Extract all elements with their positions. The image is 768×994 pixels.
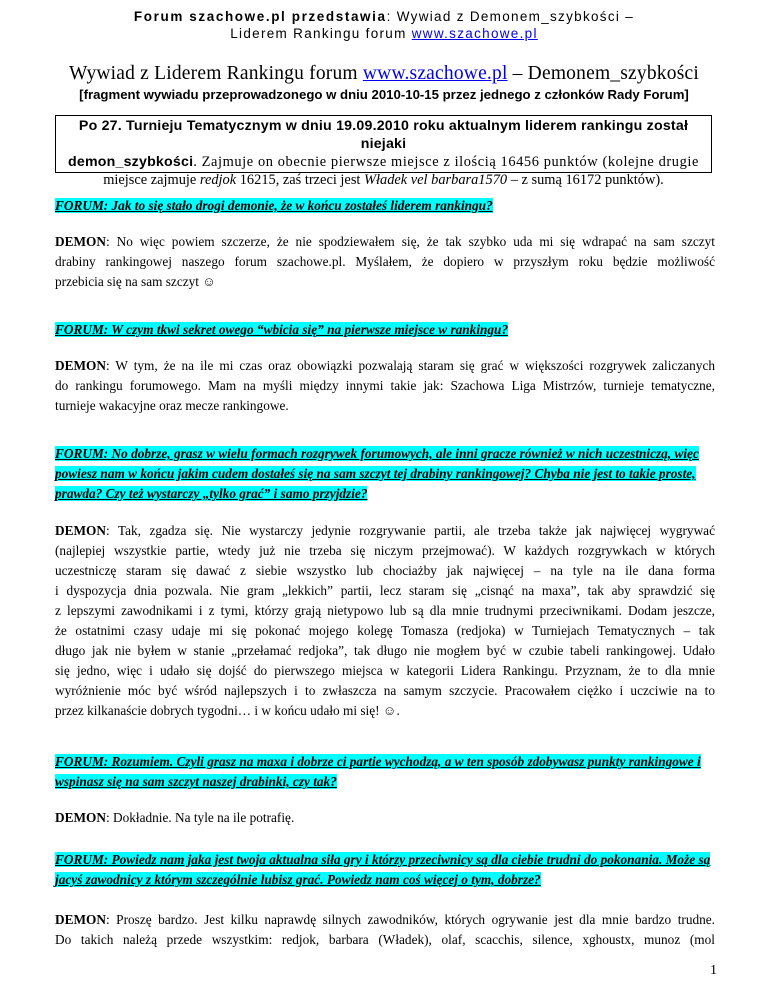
answer-line: uczestniczę staram się dawać z siebie wszystko lub chociażby jak najwięcej – na tyle na ile dana forma	[55, 563, 715, 578]
running-header-bold: Forum szachowe.pl przedstawia	[133, 9, 387, 24]
answer-line: z lepszymi zawodnikami i z tymi, którzy grają nietypowo lub są dla mnie trudnymi przeciwnikami. Dodam jeszcze,	[55, 603, 715, 618]
answer-text: : Dokładnie. Na tyle na ile potrafię.	[105, 810, 295, 825]
subtitle: [fragment wywiadu przeprowadzonego w dniu 2010-10-15 przez jednego z członków Rady Forum]	[79, 87, 689, 102]
answer-line: wyróżnienie móc być wśród najlepszych i to zwłaszcza na samym szczycie. Pracowałem ciężko i uczciwie na to	[55, 683, 715, 698]
answer-4	[55, 808, 715, 828]
speaker-label: DEMON	[55, 358, 106, 373]
question-text: FORUM: No dobrze, grasz w wielu formach rozgrywek forumowych, ale inni gracze również w nich uczestniczą, więc powiesz nam w końcu jakim cudem dostałeś się na sam szczyt tej drabiny rankingowej? Chyba nie jest to takie proste, prawda? Czy też wystarczy „tylko grać” i samo przyjdzie?	[55, 446, 699, 501]
answer-line: Do takich należą przede wszystkim: redjok, barbara (Władek), olaf, scacchis, silence, xghoustx, munoz (mol	[55, 932, 715, 947]
answer-line: długo jak nie byłem w stanie „przełamać redjoka”, tak długo nie mogłem być w czubie tabeli rankingowej. Udało	[55, 643, 715, 658]
running-header	[0, 8, 768, 42]
intro-line-2	[60, 153, 707, 171]
intro-box	[55, 115, 712, 188]
answer-text: : Tak, zgadza się. Nie wystarczy jedynie rozgrywanie partii, ale trzeba także jak najwięcej wygrywać	[105, 523, 715, 538]
intro-nick: demon_szybkości	[68, 154, 194, 170]
question-2	[55, 320, 715, 340]
intro-wladek: Władek vel barbara1570	[364, 172, 508, 188]
question-1	[55, 196, 715, 216]
answer-text: : No więc powiem szczerze, że nie spodziewałem się, że tak szybko uda mi się wdrapać na sam szczyt	[105, 234, 715, 249]
intro-text: – z sumą 16172 punktów).	[507, 172, 664, 188]
answer-line	[55, 910, 715, 930]
question-5	[55, 850, 715, 890]
answer-text: : W tym, że na ile mi czas oraz obowiązki pozwalają staram się grać w większości rozgrywek zaliczanych	[105, 358, 715, 373]
answer-5	[55, 910, 715, 950]
answer-line: i dyspozycja dnia pozwala. Nie gram „lekkich” partii, lecz staram się „cisnąć na maxa”, tak aby sprawdzić się	[55, 583, 715, 598]
question-3	[55, 444, 715, 504]
speaker-label: DEMON	[55, 810, 106, 825]
title-link[interactable]: www.szachowe.pl	[362, 63, 508, 84]
running-header-link[interactable]: www.szachowe.pl	[411, 26, 538, 41]
answer-line: przez kilkanaście dobrych tygodni… i w końcu udało mi się! ☺.	[55, 703, 400, 718]
speaker-label: DEMON	[55, 234, 106, 249]
answer-3	[55, 521, 715, 721]
answer-line: turnieje wakacyjne oraz mecze rankingowe.	[55, 398, 289, 413]
answer-line	[55, 521, 715, 541]
answer-line: (najlepiej wszystkie partie, wtedy już nie trzeba się niczym przejmować). W każdych rozgrywkach w których	[55, 543, 715, 558]
question-text: FORUM: W czym tkwi sekret owego “wbicia się” na pierwsze miejsce w rankingu?	[55, 322, 509, 337]
title-text-end: – Demonem_szybkości	[507, 63, 699, 84]
answer-line: się jedno, więc i udało się dojść do pierwszego miejsca w kategorii Lidera Rankingu. Przyznam, że to dla mnie	[55, 663, 715, 678]
answer-line: drabiny rankingowej naszego forum szachowe.pl. Myślałem, że dopiero w przyszłym roku będzie możliwość	[55, 254, 715, 269]
answer-line: że ostatnimi czasy udaje mi się pokonać mojego kolegę Tomasza (redjoka) w Turniejach Tematycznych – tak	[55, 623, 715, 638]
intro-text: 16215, zaś trzeci jest	[236, 172, 365, 188]
running-header-rest: : Wywiad z Demonem_szybkości –	[386, 9, 635, 24]
running-header-line1	[0, 8, 768, 25]
speaker-label: DEMON	[55, 912, 106, 927]
running-header-line2	[0, 25, 768, 42]
intro-text: miejsce zajmuje	[103, 172, 200, 188]
answer-line	[55, 232, 715, 252]
title-text: Wywiad z Liderem Rankingu forum	[69, 63, 363, 84]
intro-rest: . Zajmuje on obecnie pierwsze miejsce z ilością 16456 punktów (kolejne drugie	[193, 154, 699, 170]
question-text: FORUM: Powiedz nam jaka jest twoja aktualna siła gry i którzy przeciwnicy są dla ciebie trudni do pokonania. Może są jacyś zawodnicy z którym szczególnie lubisz grać. Powiedz nam coś więcej o tym, dobrze?	[55, 852, 711, 887]
answer-line: przebicia się na sam szczyt ☺	[55, 274, 216, 289]
speaker-label: DEMON	[55, 523, 106, 538]
question-4	[55, 752, 715, 792]
answer-line	[55, 356, 715, 376]
answer-line	[55, 808, 715, 828]
question-text: FORUM: Jak to się stało drogi demonie, że w końcu zostałeś liderem rankingu?	[55, 198, 493, 213]
intro-bold-line: Po 27. Turnieju Tematycznym w dniu 19.09.2010 roku aktualnym liderem rankingu został niejaki	[78, 118, 689, 152]
answer-line: do rankingu forumowego. Mam na myśli między innymi takie jak: Szachowa Liga Mistrzów, turnieje tematyczne,	[55, 378, 715, 393]
intro-redjok: redjok	[199, 172, 237, 188]
intro-line-3	[60, 171, 707, 189]
answer-1	[55, 232, 715, 292]
question-text: FORUM: Rozumiem. Czyli grasz na maxa i dobrze ci partie wychodzą, a w ten sposób zdobywasz punkty rankingowe i wspinasz się na sam szczyt naszej drabinki, czy tak?	[55, 754, 701, 789]
answer-2	[55, 356, 715, 416]
answer-text: : Proszę bardzo. Jest kilku naprawdę silnych zawodników, których ogrywanie jest dla mnie bardzo trudne.	[105, 912, 715, 927]
running-header-text: Liderem Rankingu forum	[230, 26, 412, 41]
page-title	[0, 62, 768, 86]
page-number: 1	[710, 963, 717, 978]
